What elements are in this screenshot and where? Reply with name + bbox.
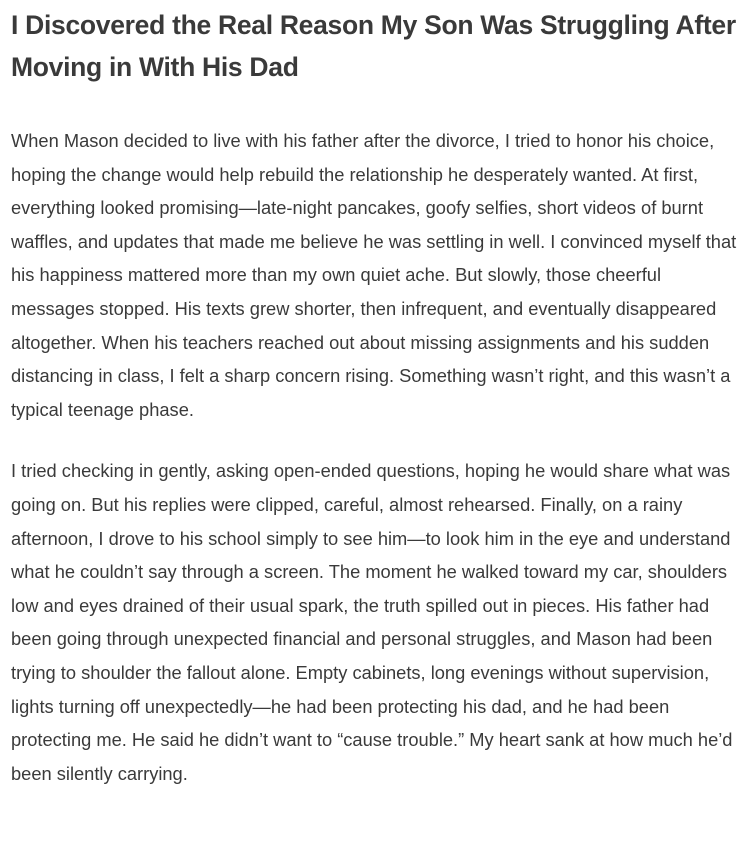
article: [11, 0, 739, 818]
article-body: [11, 124, 739, 790]
article-paragraph-2: I tried checking in gently, asking open-ended questions, hoping he would share what was going on. But his replies were clipped, careful, almost rehearsed. Finally, on a rainy afternoon, I drove to his school simply to see him—to look him in the eye and understand what he couldn’t say through a screen. The moment he walked toward my car, shoulders low and eyes drained of their usual spark, the truth spilled out in pieces. His father had been going through unexpected financial and personal struggles, and Mason had been trying to shoulder the fallout alone. Empty cabinets, long evenings without supervision, lights turning off unexpectedly—he had been protecting his dad, and he had been protecting me. He said he didn’t want to “cause trouble.” My heart sank at how much he’d been silently carrying.: [11, 460, 733, 784]
article-paragraph-1: When Mason decided to live with his father after the divorce, I tried to honor his choice, hoping the change would help rebuild the relationship he desperately wanted. At first, everything looked promising—late-night pancakes, goofy selfies, short videos of burnt waffles, and updates that made me believe he was settling in well. I convinced myself that his happiness mattered more than my own quiet ache. But slowly, those cheerful messages stopped. His texts grew shorter, then infrequent, and eventually disappeared altogether. When his teachers reached out about missing assignments and his sudden distancing in class, I felt a sharp concern rising. Something wasn’t right, and this wasn’t a typical teenage phase.: [11, 130, 737, 420]
article-title: I Discovered the Real Reason My Son Was Struggling After Moving in With His Dad: [11, 10, 736, 82]
